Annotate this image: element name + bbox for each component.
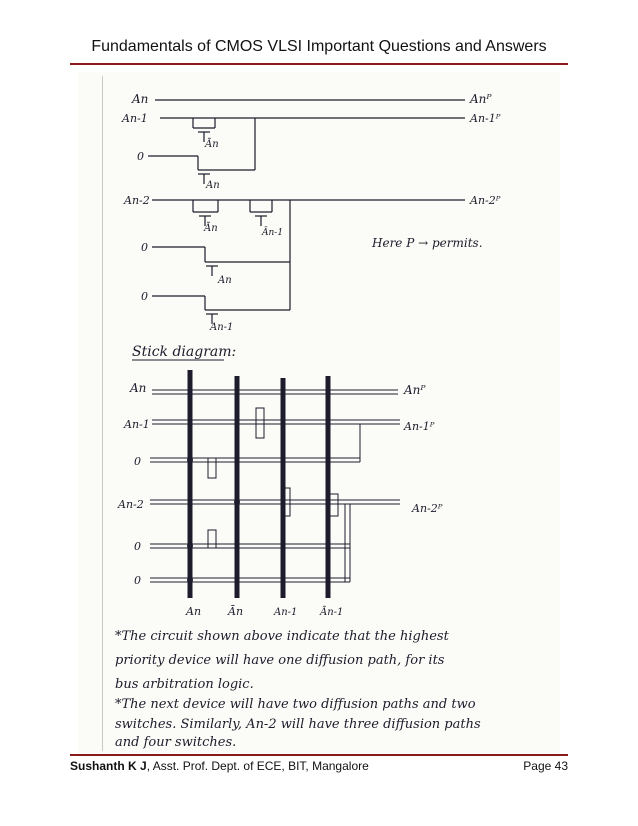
page-header: Fundamentals of CMOS VLSI Important Questions and Answers: [91, 38, 547, 55]
stick-input-an-1: An-1: [124, 418, 150, 431]
circuit-input-zero-2: 0: [141, 241, 148, 254]
circuit-input-an-2: An-2: [124, 194, 150, 207]
gate-label-2: An: [206, 180, 220, 191]
gate-label-4: Ān-1: [262, 228, 284, 238]
stick-column-an-1-bar: Ān-1: [320, 607, 344, 618]
stick-column-an-bar: Ān: [228, 605, 244, 618]
explanation-text: [115, 629, 481, 750]
circuit-output-an-1p: An-1ᴾ: [470, 112, 501, 125]
stick-column-an-1: An-1: [274, 607, 298, 618]
gate-label-5: An: [218, 275, 232, 286]
stick-diagram: [150, 370, 400, 598]
circuit-output-anp: Anᴾ: [470, 92, 492, 106]
stick-input-an: An: [130, 381, 147, 395]
explanation-line-3: bus arbitration logic.: [115, 677, 254, 692]
circuit-output-an-2p: An-2ᴾ: [470, 194, 501, 207]
stick-input-an-2: An-2: [118, 498, 144, 511]
footer-rule: [70, 754, 568, 756]
gate-label-6: An-1: [210, 322, 234, 333]
page-number: Page 43: [523, 759, 568, 773]
circuit-diagram: [148, 100, 465, 324]
explanation-line-4: *The next device will have two diffusion paths and two: [115, 697, 476, 712]
explanation-line-2: priority device will have one diffusion path, for its: [115, 653, 445, 668]
stick-output-anp: Anᴾ: [404, 383, 426, 397]
explanation-line-1: *The circuit shown above indicate that the highest: [115, 629, 449, 644]
stick-output-an-2p: An-2ᴾ: [412, 502, 443, 515]
circuit-input-zero-3: 0: [141, 290, 148, 303]
explanation-line-5: switches. Similarly, An-2 will have three diffusion paths: [115, 717, 481, 732]
stick-input-zero-1: 0: [134, 455, 141, 468]
stick-input-zero-3: 0: [134, 574, 141, 587]
stick-diagram-title: Stick diagram:: [132, 344, 237, 360]
gate-label-3: Ān: [204, 223, 218, 234]
author-name: Sushanth K J: [70, 759, 147, 773]
author-affiliation: , Asst. Prof. Dept. of ECE, BIT, Mangalore: [146, 759, 369, 773]
footer-author: [70, 759, 369, 773]
circuit-note: Here P → permits.: [372, 236, 483, 250]
circuit-input-an: An: [132, 92, 149, 106]
circuit-input-zero-1: 0: [137, 150, 144, 163]
stick-output-an-1p: An-1ᴾ: [404, 420, 435, 433]
gate-label-1: Ān: [205, 139, 219, 150]
stick-input-zero-2: 0: [134, 540, 141, 553]
circuit-input-an-1: An-1: [122, 112, 148, 125]
stick-column-an: An: [186, 605, 202, 618]
explanation-line-6: and four switches.: [115, 735, 237, 750]
